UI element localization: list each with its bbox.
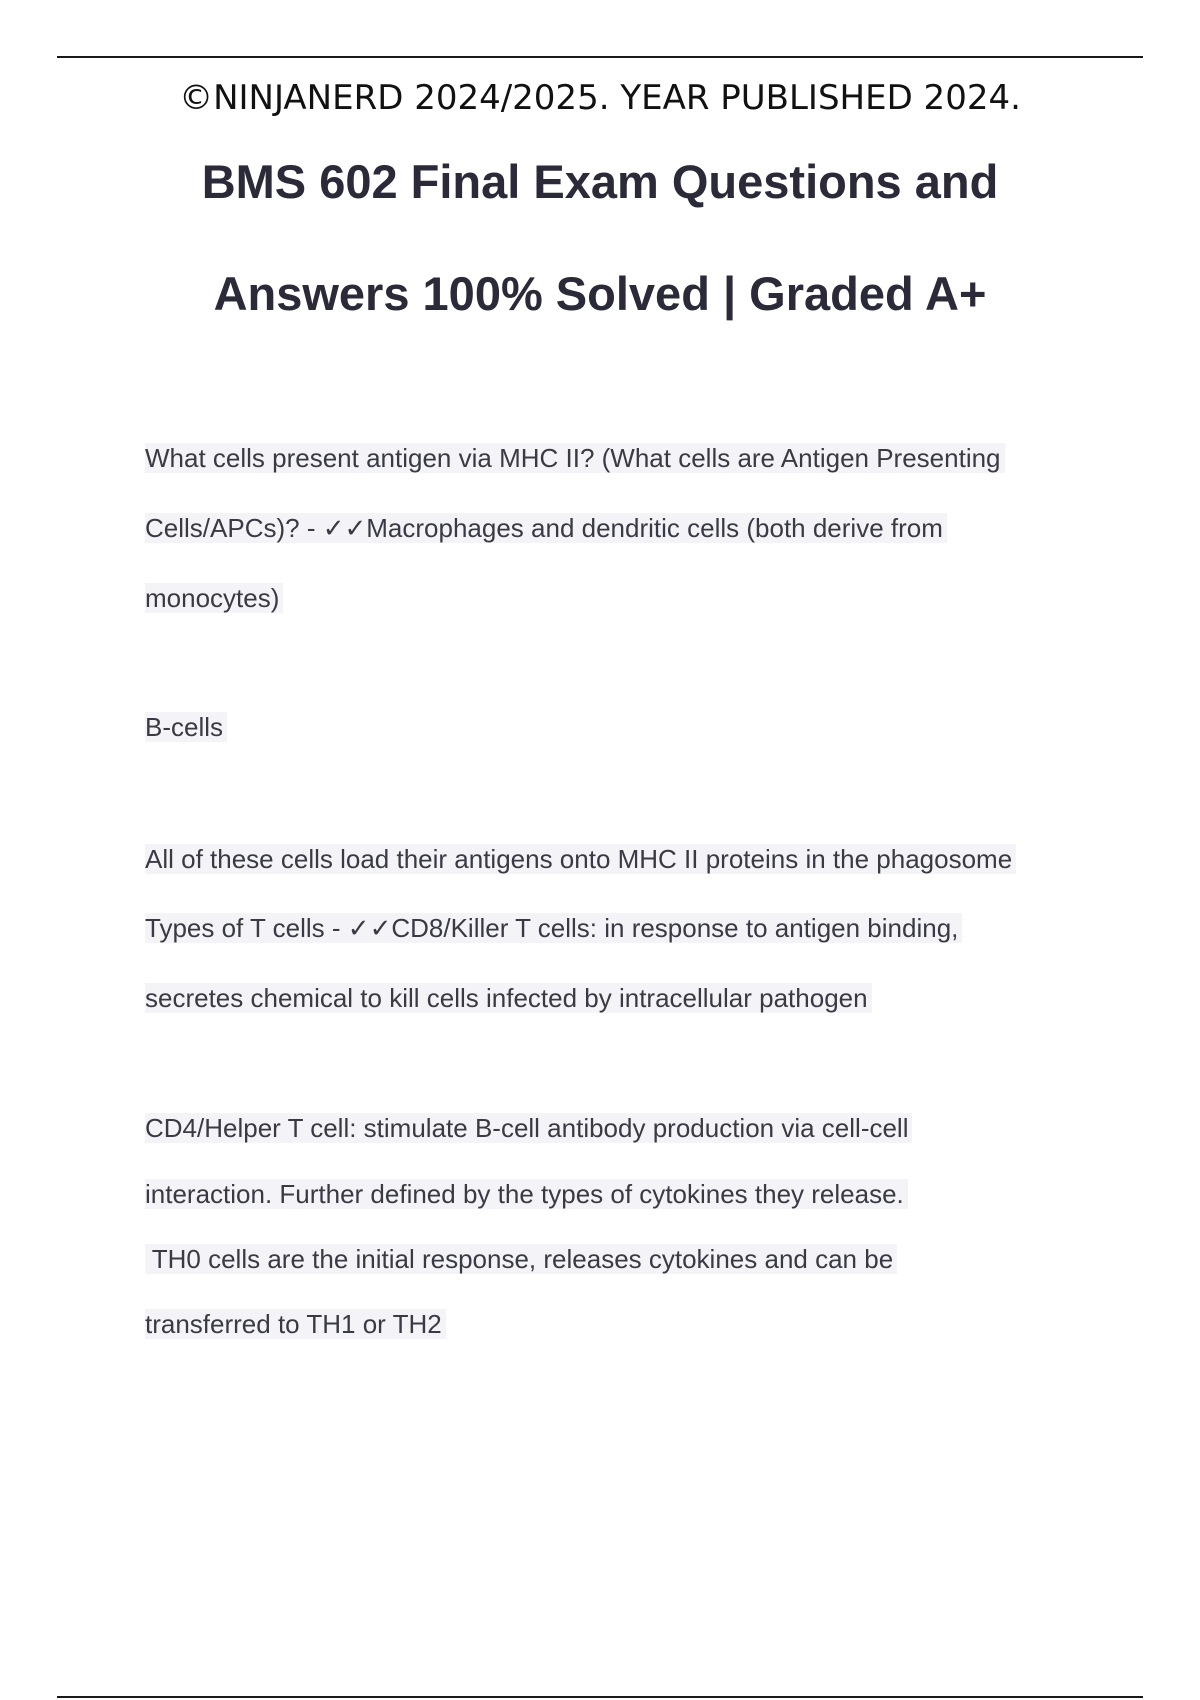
text-span: monocytes) xyxy=(145,583,283,613)
answer-bcells xyxy=(145,709,227,745)
question-apc-line-2 xyxy=(145,510,947,546)
th0-line-2 xyxy=(145,1306,446,1342)
bottom-rule xyxy=(57,1696,1143,1698)
question-apc-line-1 xyxy=(145,440,1005,476)
text-span: B-cells xyxy=(145,712,227,742)
text-span: All of these cells load their antigens onto MHC II proteins in the phagosome xyxy=(145,844,1016,874)
top-rule xyxy=(57,56,1143,58)
copyright-header: ©NINJANERD 2024/2025. YEAR PUBLISHED 2024. xyxy=(179,78,1021,118)
cd4-line-2 xyxy=(145,1176,908,1212)
cd4-line-1 xyxy=(145,1110,912,1146)
text-span: TH0 cells are the initial response, releases cytokines and can be xyxy=(145,1244,897,1274)
text-span: interaction. Further defined by the types of cytokines they release. xyxy=(145,1179,908,1209)
text-span: transferred to TH1 or TH2 xyxy=(145,1309,446,1339)
text-span: secretes chemical to kill cells infected by intracellular pathogen xyxy=(145,983,872,1013)
text-span: CD4/Helper T cell: stimulate B-cell antibody production via cell-cell xyxy=(145,1113,912,1143)
answer-mhc-loading xyxy=(145,841,1016,877)
question-apc-line-3 xyxy=(145,580,283,616)
text-span: Cells/APCs)? - ✓✓Macrophages and dendritic cells (both derive from xyxy=(145,513,947,543)
question-tcells-line-1 xyxy=(145,910,962,946)
text-span: What cells present antigen via MHC II? (What cells are Antigen Presenting xyxy=(145,443,1005,473)
text-span: Types of T cells - ✓✓CD8/Killer T cells: in response to antigen binding, xyxy=(145,913,962,943)
document-title-line-1: BMS 602 Final Exam Questions and xyxy=(201,155,999,208)
question-tcells-line-2 xyxy=(145,980,872,1016)
document-title-line-2: Answers 100% Solved | Graded A+ xyxy=(213,267,987,320)
th0-line-1 xyxy=(145,1241,897,1277)
